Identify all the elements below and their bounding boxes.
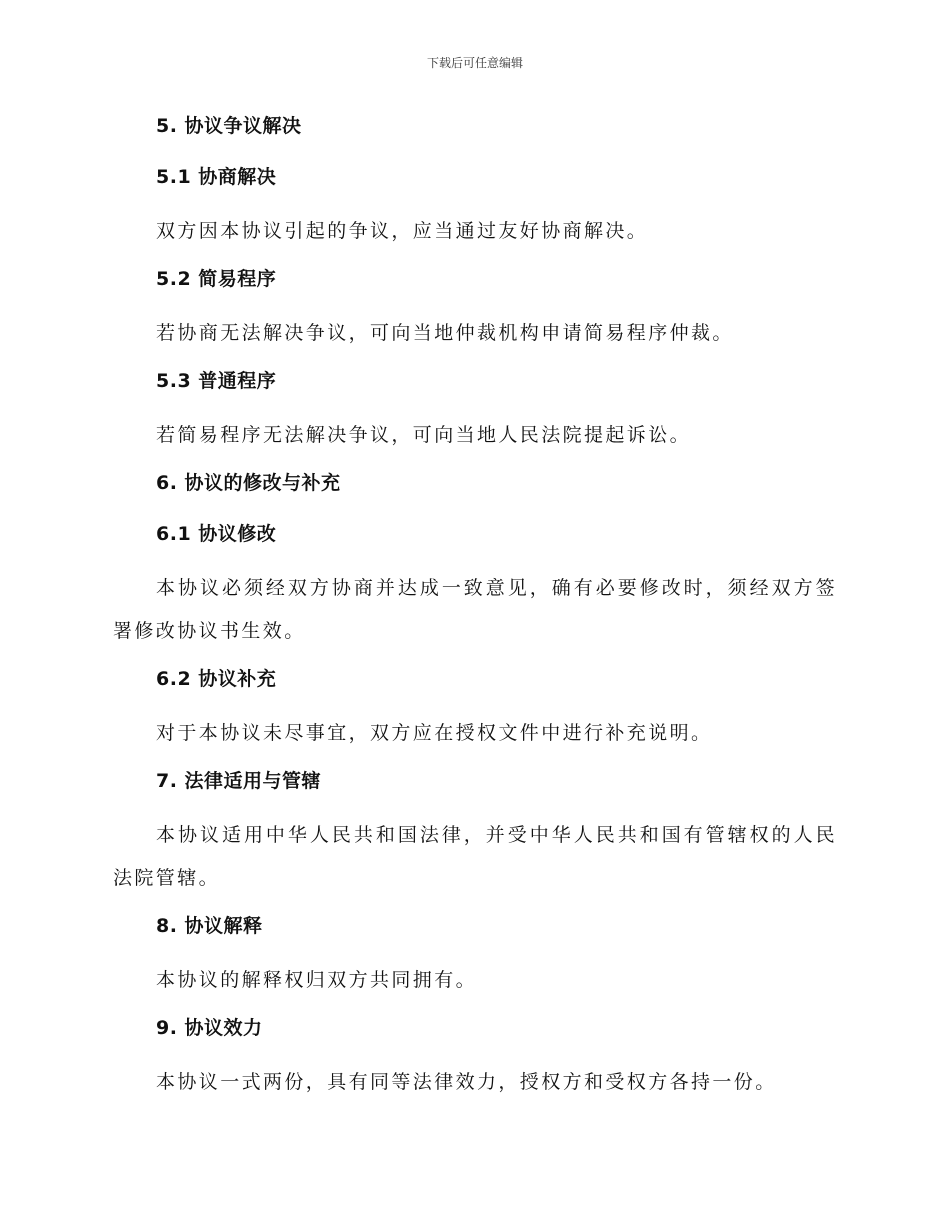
paragraph-5-3: 若简易程序无法解决争议，可向当地人民法院提起诉讼。 (156, 424, 692, 446)
section-heading-9: 9. 协议效力 (156, 1017, 263, 1039)
paragraph-5-2: 若协商无法解决争议，可向当地仲裁机构申请简易程序仲裁。 (156, 322, 734, 344)
subsection-heading-5-1: 5.1 协商解决 (156, 166, 277, 188)
paragraph-6-2: 对于本协议未尽事宜，双方应在授权文件中进行补充说明。 (156, 722, 713, 744)
section-heading-6: 6. 协议的修改与补充 (156, 472, 341, 494)
section-heading-5: 5. 协议争议解决 (156, 115, 302, 137)
section-heading-7: 7. 法律适用与管辖 (156, 770, 322, 792)
page-header: 下载后可任意编辑 (426, 56, 523, 70)
subsection-heading-5-3: 5.3 普通程序 (156, 370, 277, 392)
paragraph-9: 本协议一式两份，具有同等法律效力，授权方和受权方各持一份。 (156, 1071, 777, 1093)
subsection-heading-6-2: 6.2 协议补充 (156, 668, 277, 690)
subsection-heading-5-2: 5.2 简易程序 (156, 268, 277, 290)
paragraph-7: 本协议适用中华人民共和国法律，并受中华人民共和国有管辖权的人民法院管辖。 (113, 824, 837, 889)
paragraph-6-1: 本协议必须经双方协商并达成一致意见，确有必要修改时，须经双方签署修改协议书生效。 (113, 577, 837, 642)
paragraph-5-1: 双方因本协议引起的争议，应当通过友好协商解决。 (156, 220, 649, 242)
paragraph-8: 本协议的解释权归双方共同拥有。 (156, 969, 478, 991)
subsection-heading-6-1: 6.1 协议修改 (156, 523, 277, 545)
document-body (113, 108, 837, 1112)
section-heading-8: 8. 协议解释 (156, 915, 263, 937)
